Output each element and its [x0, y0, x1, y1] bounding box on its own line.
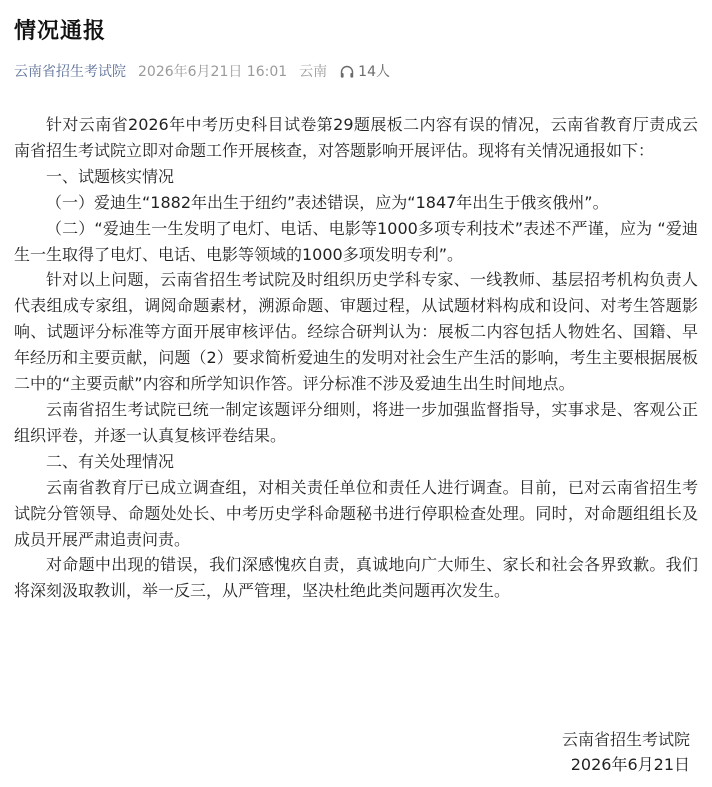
headphones-icon [339, 64, 355, 80]
section-heading-2: 二、有关处理情况 [46, 451, 175, 471]
publish-location: 云南 [299, 64, 328, 80]
article-body [14, 112, 698, 604]
paragraph-scoring: 云南省招生考试院已统一制定该题评分细则，将进一步加强监督指导，实事求是、客观公正组织评卷，并逐一认真复核评卷结果。 [14, 399, 698, 445]
paragraph-intro: 针对云南省2026年中考历史科目试卷第29题展板二内容有误的情况，云南省教育厅责成云南省招生考试院立即对命题工作开展核查，对答题影响开展评估。现将有关情况通报如下： [14, 115, 698, 160]
paragraph-apology: 对命题中出现的错误，我们深感愧疚自责，真诚地向广大师生、家长和社会各界致歉。我们将深刻汲取教训，举一反三，从严管理，坚决杜绝此类问题再次发生。 [14, 555, 698, 601]
paragraph-item-1: （一）爱迪生“1882年出生于纽约”表述错误，应为“1847年出生于俄亥俄州”。 [46, 192, 609, 212]
listen-count: 14人 [358, 64, 390, 80]
listen-button[interactable] [339, 62, 390, 82]
section-heading-1: 一、试题核实情况 [46, 166, 175, 186]
publish-time: 2026年6月21日 16:01 [138, 64, 288, 80]
paragraph-investigation: 云南省教育厅已成立调查组，对相关责任单位和责任人进行调查。目前，已对云南省招生考试院分管领导、命题处处长、中考历史学科命题秘书进行停职检查处理。同时，对命题组组长及成员开展严肃追责问责。 [14, 477, 698, 549]
signature-block [562, 727, 690, 777]
paragraph-review: 针对以上问题，云南省招生考试院及时组织历史学科专家、一线教师、基层招考机构负责人代表组成专家组，调阅命题素材，溯源命题、审题过程，从试题材料构成和设问、对考生答题影响、试题评分标准等方面开展审核评估。经综合研判认为：展板二内容包括人物姓名、国籍、早年经历和主要贡献，问题（2）要求简析爱迪生的发明对社会生产生活的影响，考生主要根据展板二中的“主要贡献”内容和所学知识作答。评分标准不涉及爱迪生出生时间地点。 [14, 270, 698, 394]
signature-date: 2026年6月21日 [570, 755, 690, 774]
article-meta [14, 62, 390, 82]
article-title: 情况通报 [14, 19, 107, 44]
paragraph-item-2: （二）“爱迪生一生发明了电灯、电话、电影等1000多项专利技术”表述不严谨，应为 “爱迪生一生取得了电灯、电话、电影等领域的1000多项发明专利”。 [14, 218, 698, 264]
signature-org: 云南省招生考试院 [561, 730, 690, 749]
account-name-link[interactable]: 云南省招生考试院 [14, 64, 126, 80]
